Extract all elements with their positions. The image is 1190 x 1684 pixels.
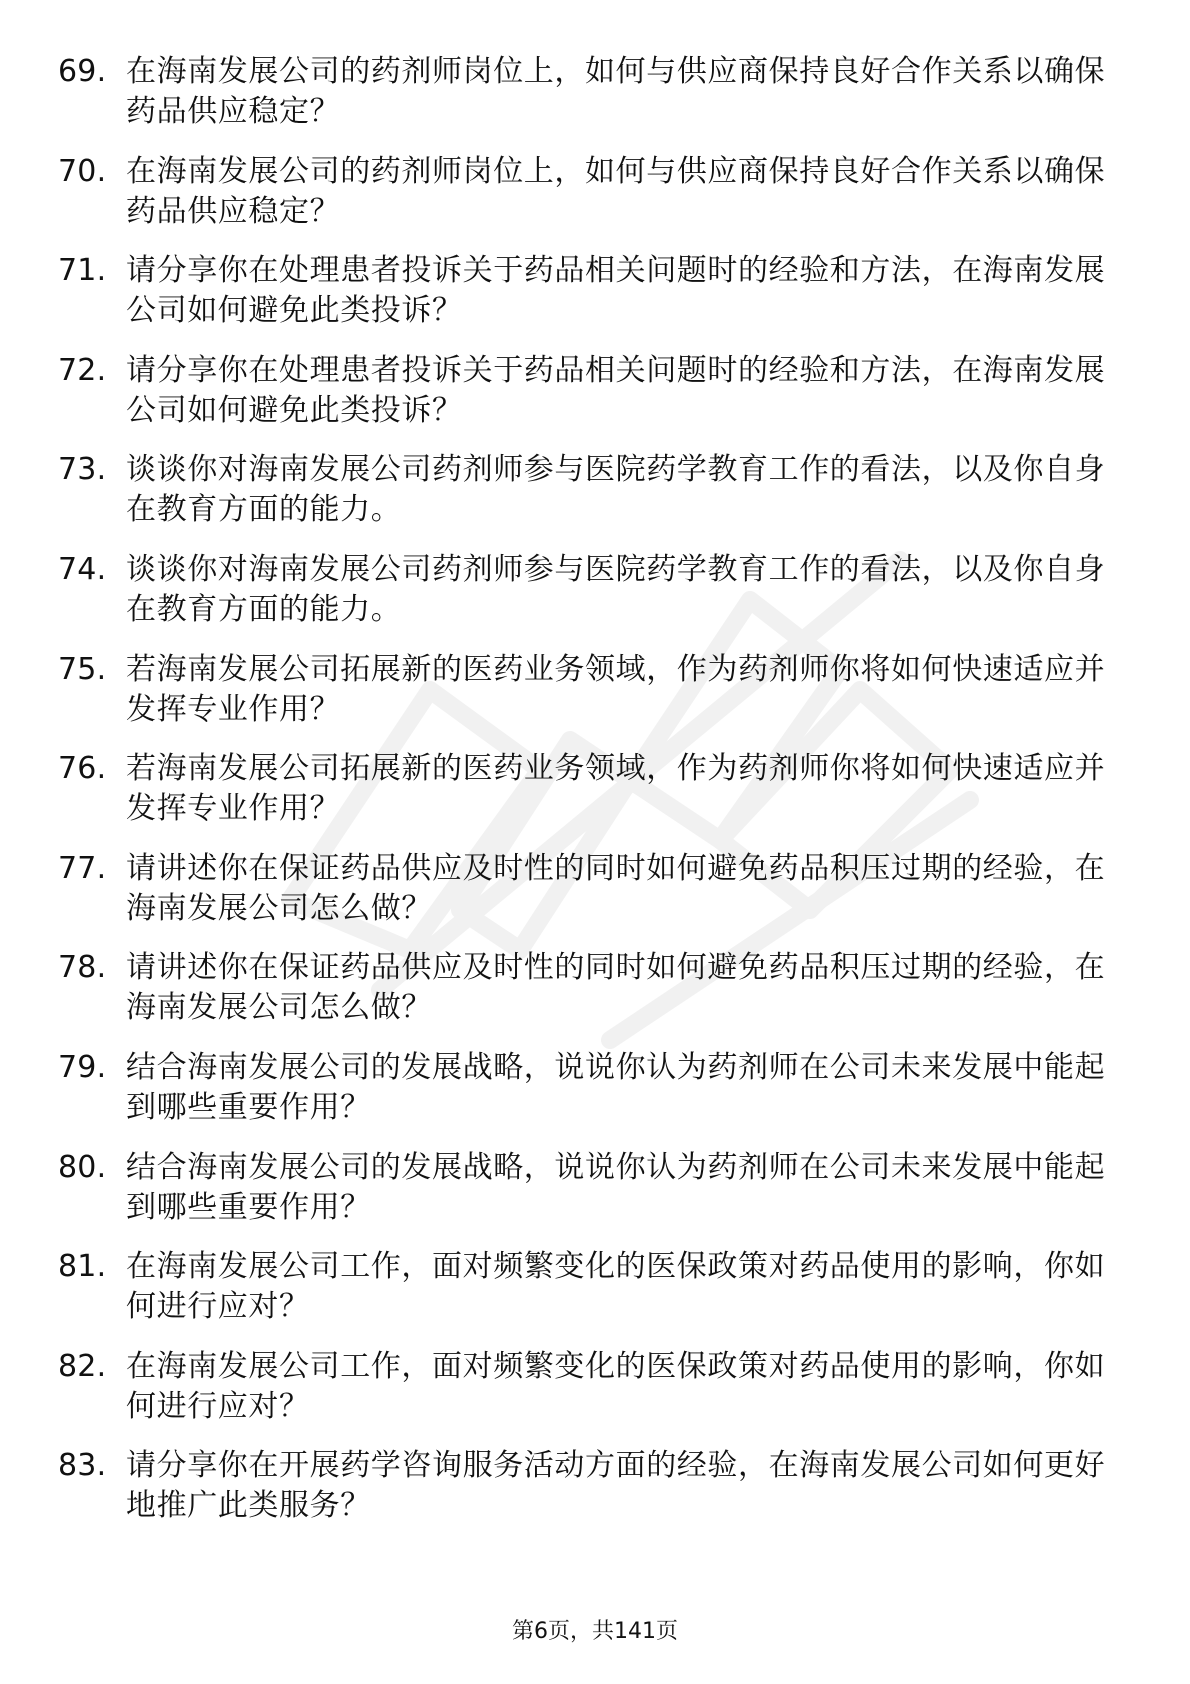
question-list xyxy=(58,52,1118,1546)
question-item xyxy=(58,948,1118,1028)
question-item xyxy=(58,1247,1118,1327)
question-item xyxy=(58,1446,1118,1526)
question-number: 72. xyxy=(58,352,107,388)
question-number: 78. xyxy=(58,950,107,986)
question-text: 结合海南发展公司的发展战略，说说你认为药剂师在公司未来发展中能起到哪些重要作用？ xyxy=(126,1149,1106,1225)
question-number: 74. xyxy=(58,551,107,587)
question-text: 在海南发展公司的药剂师岗位上，如何与供应商保持良好合作关系以确保药品供应稳定？ xyxy=(126,54,1106,129)
question-item xyxy=(58,152,1118,232)
question-item xyxy=(58,550,1118,630)
question-number: 83. xyxy=(58,1448,107,1484)
question-text: 谈谈你对海南发展公司药剂师参与医院药学教育工作的看法，以及你自身在教育方面的能力。 xyxy=(126,452,1106,528)
page-footer: 第6页，共141页 xyxy=(512,1619,678,1644)
question-text: 请分享你在处理患者投诉关于药品相关问题时的经验和方法，在海南发展公司如何避免此类投诉？ xyxy=(126,253,1106,329)
question-text: 请分享你在处理患者投诉关于药品相关问题时的经验和方法，在海南发展公司如何避免此类投诉？ xyxy=(126,352,1106,428)
question-item xyxy=(58,1148,1118,1228)
question-number: 77. xyxy=(58,850,107,886)
question-text: 在海南发展公司工作，面对频繁变化的医保政策对药品使用的影响，你如何进行应对？ xyxy=(126,1249,1106,1325)
question-text: 请讲述你在保证药品供应及时性的同时如何避免药品积压过期的经验，在海南发展公司怎么做？ xyxy=(126,850,1106,926)
question-number: 81. xyxy=(58,1249,107,1285)
question-text: 在海南发展公司工作，面对频繁变化的医保政策对药品使用的影响，你如何进行应对？ xyxy=(126,1348,1106,1424)
question-item xyxy=(58,1048,1118,1128)
question-text: 请讲述你在保证药品供应及时性的同时如何避免药品积压过期的经验，在海南发展公司怎么做？ xyxy=(126,950,1106,1026)
question-number: 79. xyxy=(58,1049,107,1085)
question-text: 谈谈你对海南发展公司药剂师参与医院药学教育工作的看法，以及你自身在教育方面的能力。 xyxy=(126,551,1106,627)
question-number: 82. xyxy=(58,1348,107,1384)
question-number: 69. xyxy=(58,54,107,89)
question-number: 70. xyxy=(58,153,107,189)
question-number: 76. xyxy=(58,751,107,787)
question-text: 若海南发展公司拓展新的医药业务领域，作为药剂师你将如何快速适应并发挥专业作用？ xyxy=(126,751,1106,827)
question-text: 若海南发展公司拓展新的医药业务领域，作为药剂师你将如何快速适应并发挥专业作用？ xyxy=(126,651,1106,727)
question-item xyxy=(58,749,1118,829)
question-item xyxy=(58,1347,1118,1427)
question-number: 75. xyxy=(58,651,107,687)
question-number: 73. xyxy=(58,452,107,488)
question-item xyxy=(58,251,1118,331)
question-item xyxy=(58,849,1118,929)
question-text: 结合海南发展公司的发展战略，说说你认为药剂师在公司未来发展中能起到哪些重要作用？ xyxy=(126,1049,1106,1125)
question-item xyxy=(58,450,1118,530)
question-item xyxy=(58,650,1118,730)
question-text: 请分享你在开展药学咨询服务活动方面的经验，在海南发展公司如何更好地推广此类服务？ xyxy=(126,1448,1106,1524)
question-text: 在海南发展公司的药剂师岗位上，如何与供应商保持良好合作关系以确保药品供应稳定？ xyxy=(126,153,1106,229)
question-item xyxy=(58,52,1118,132)
question-item xyxy=(58,351,1118,431)
question-number: 71. xyxy=(58,253,107,289)
question-number: 80. xyxy=(58,1149,107,1185)
